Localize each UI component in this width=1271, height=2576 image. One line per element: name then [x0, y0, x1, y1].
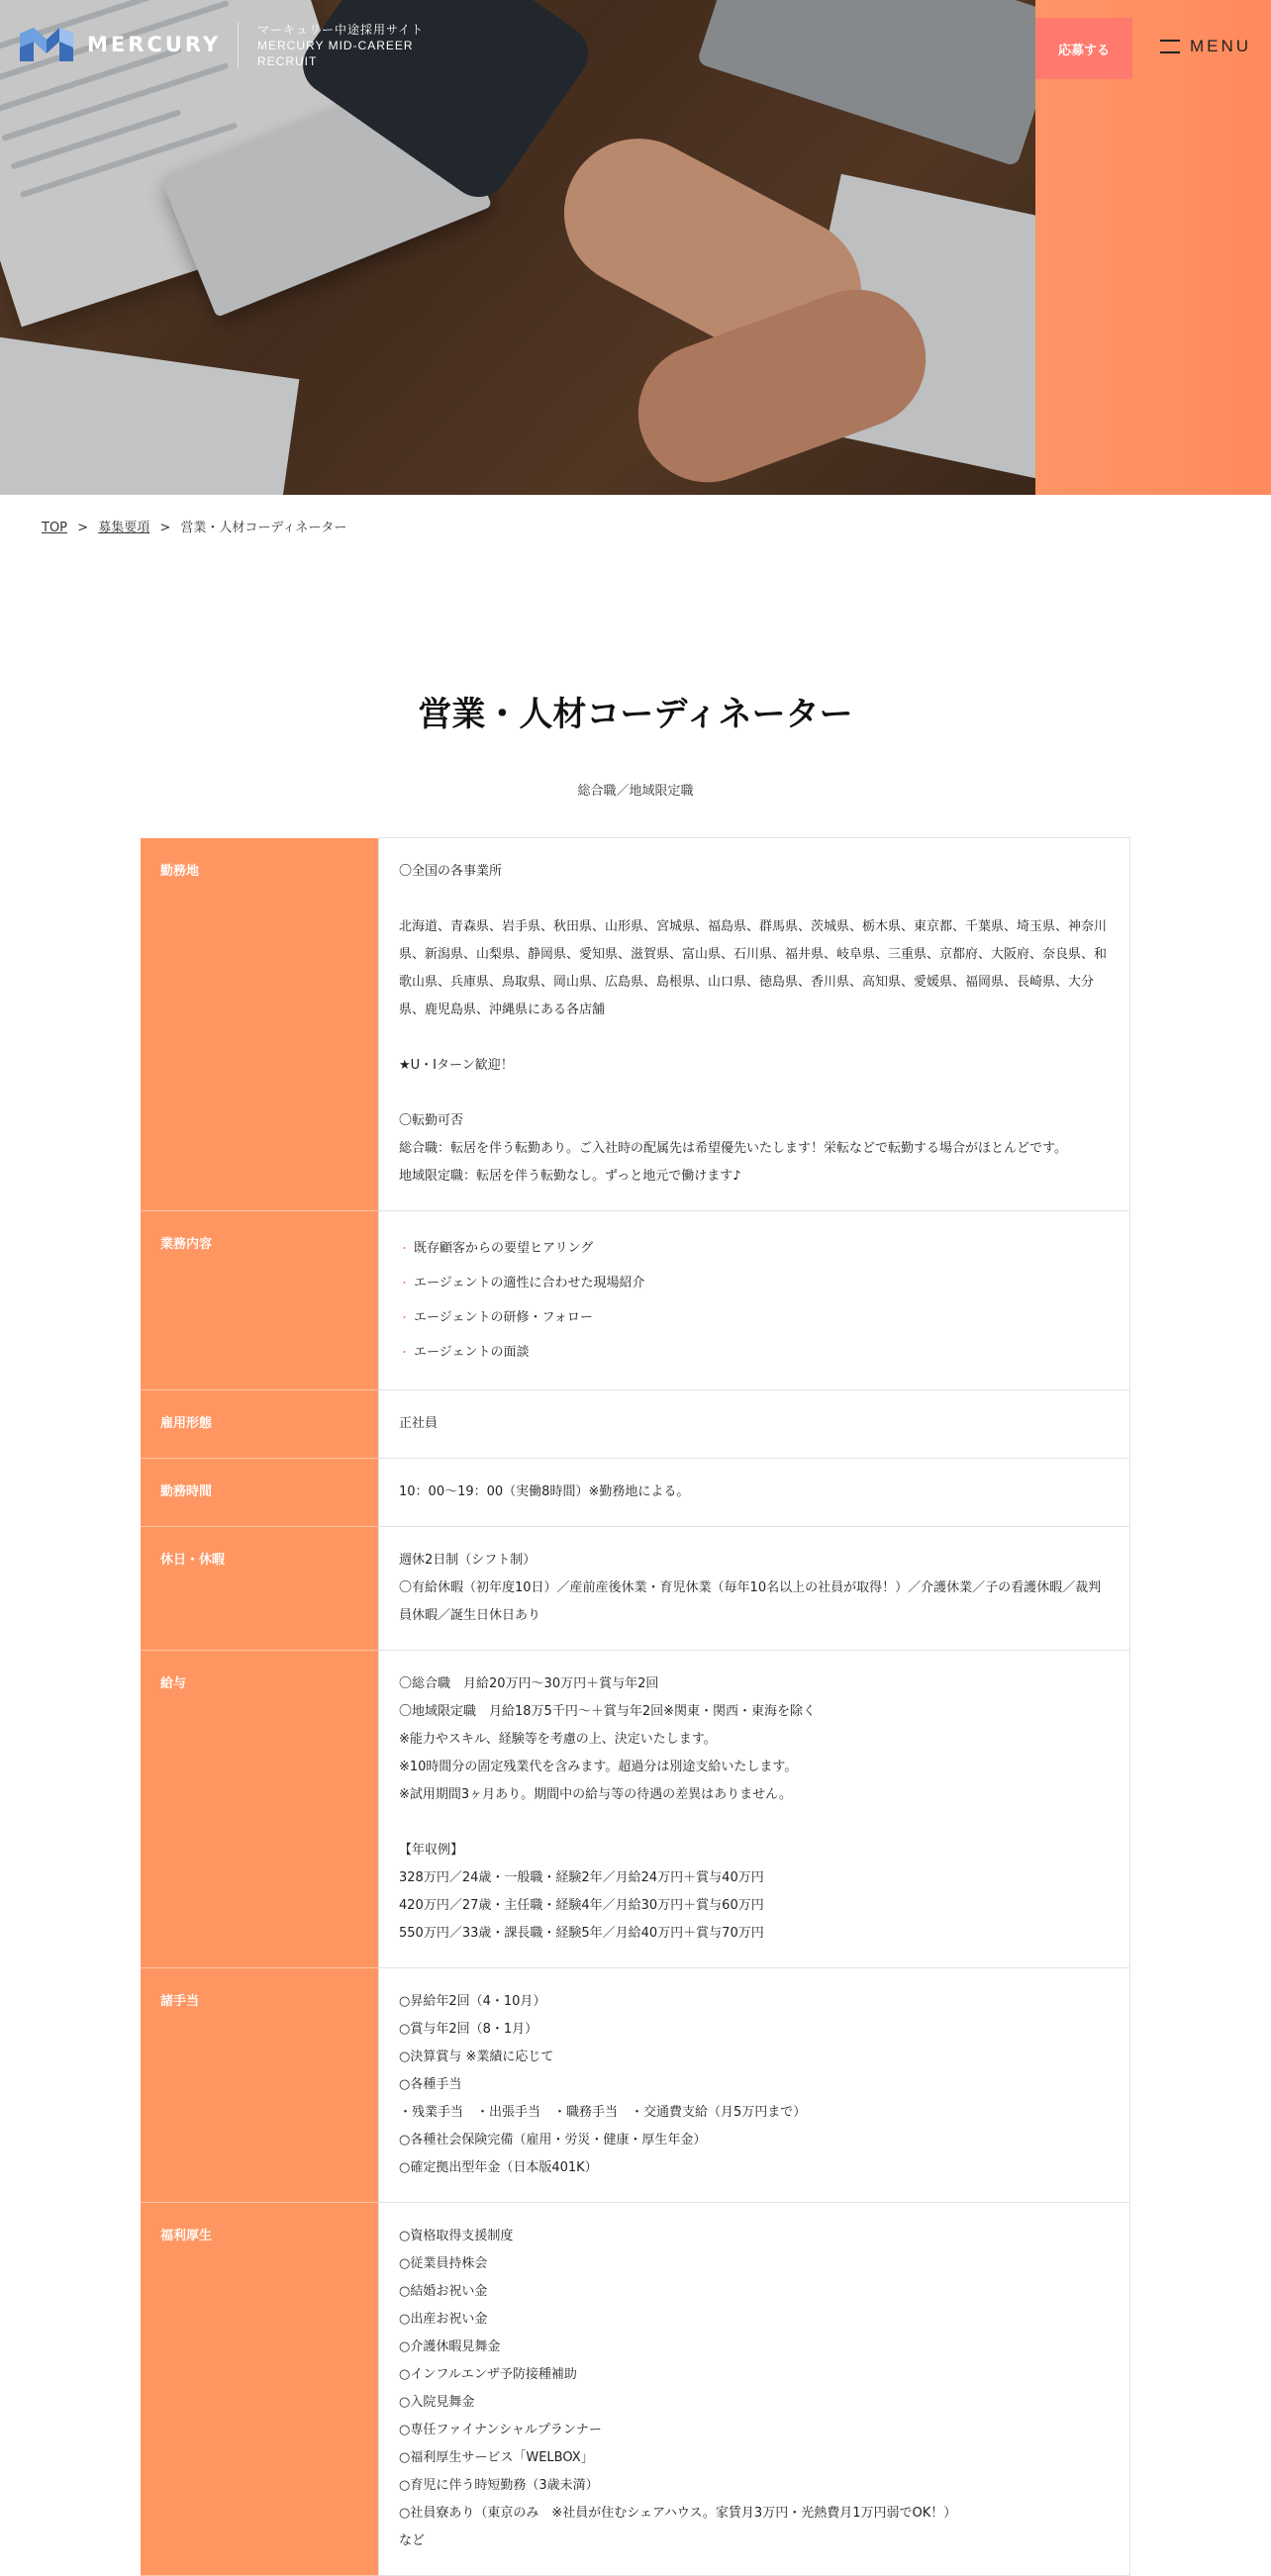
text-line: ○確定拠出型年金（日本版401K） [399, 2160, 598, 2175]
text-line: ※能力やスキル、経験等を考慮の上、決定いたします。 [399, 1732, 717, 1747]
list-item: ・ エージェントの適性に合わせた現場紹介 [399, 1266, 1110, 1300]
table-row [141, 1211, 1130, 1390]
site-subtitle-jp: マーキュリー中途採用サイト [257, 23, 425, 37]
text-line: ○昇給年2回（4・10月） [399, 1994, 546, 2009]
text-line: ○育児に伴う時短勤務（3歳未満） [399, 2478, 599, 2493]
text-line: 〇全国の各事業所 [399, 864, 503, 879]
text-line: 328万円／24歳・一般職・経験2年／月給24万円＋賞与40万円 [399, 1870, 764, 1885]
table-row [141, 2203, 1130, 2576]
text-line: 地域限定職：転居を伴う転勤なし。ずっと地元で働けます♪ [399, 1169, 741, 1184]
text-line: 週休2日制（シフト制） [399, 1553, 537, 1568]
menu-button[interactable] [1160, 32, 1251, 61]
site-subtitle-en1: MERCURY MID-CAREER [257, 39, 414, 52]
text-line: ・残業手当 ・出張手当 ・職務手当 ・交通費支給（月5万円まで） [399, 2105, 807, 2120]
text-line: ○各種社会保険完備（雇用・労災・健康・厚生年金） [399, 2133, 707, 2147]
row-label: 休日・休暇 [141, 1527, 379, 1651]
text-line: 総合職：転居を伴う転勤あり。ご入社時の配属先は希望優先いたします！栄転などで転勤する場合がほとんどです。 [399, 1141, 1067, 1156]
table-row [141, 1527, 1130, 1651]
row-value [379, 1968, 1130, 2203]
logo-divider [238, 22, 239, 69]
site-subtitle [257, 22, 424, 69]
row-label: 勤務地 [141, 838, 379, 1211]
text-line: ○福利厚生サービス「WELBOX」 [399, 2450, 594, 2465]
row-label: 福利厚生 [141, 2203, 379, 2576]
text-line: など [399, 2533, 426, 2548]
page-subtitle: 総合職／地域限定職 [577, 784, 694, 799]
text-line [399, 1809, 1110, 1837]
hamburger-icon [1160, 40, 1180, 53]
row-label: 給与 [141, 1651, 379, 1968]
text-line: ○社員寮あり（東京のみ ※社員が住むシェアハウス。家賃月3万円・光熱費月1万円弱でOK！） [399, 2506, 957, 2521]
site-subtitle-en2: RECRUIT [257, 54, 318, 68]
breadcrumb-current: 営業・人材コーディネーター [180, 521, 347, 535]
list-item: ・ エージェントの面談 [399, 1335, 1110, 1370]
logo-wordmark: MERCURY [87, 33, 222, 56]
breadcrumb-separator: > [159, 521, 171, 535]
mercury-logo-icon [20, 28, 73, 61]
row-value: 10：00～19：00（実働8時間）※勤務地による。 [379, 1459, 1130, 1527]
duties-list [399, 1231, 1110, 1370]
text-line: ※10時間分の固定残業代を含みます。超過分は別途支給いたします。 [399, 1760, 798, 1774]
row-value [379, 1211, 1130, 1390]
breadcrumb-top-link[interactable]: TOP [42, 521, 68, 535]
job-requirements-table [141, 837, 1130, 2576]
breadcrumb-recruit-link[interactable]: 募集要項 [98, 521, 150, 535]
breadcrumb-separator: > [77, 521, 89, 535]
apply-button[interactable]: 応募する [1035, 18, 1132, 79]
text-line: 〇総合職 月給20万円～30万円＋賞与年2回 [399, 1676, 659, 1691]
text-line [399, 1024, 1110, 1052]
page-title: 営業・人材コーディネーター [418, 695, 853, 734]
text-line: 420万円／27歳・主任職・経験4年／月給30万円＋賞与60万円 [399, 1898, 764, 1913]
text-line: ○決算賞与 ※業績に応じて [399, 2050, 554, 2064]
row-label: 勤務時間 [141, 1459, 379, 1527]
table-row [141, 1390, 1130, 1459]
text-line: ○資格取得支援制度 [399, 2229, 514, 2243]
table-row [141, 1459, 1130, 1527]
row-value [379, 1651, 1130, 1968]
row-value [379, 838, 1130, 1211]
site-logo[interactable] [20, 28, 221, 61]
text-line: 〇地域限定職 月給18万5千円～＋賞与年2回※関東・関西・東海を除く [399, 1704, 816, 1719]
breadcrumb [42, 517, 346, 535]
text-line: ○従業員持株会 [399, 2256, 488, 2271]
table-row [141, 1651, 1130, 1968]
text-line: ○インフルエンザ予防接種補助 [399, 2367, 577, 2382]
text-line: ○出産お祝い金 [399, 2312, 488, 2327]
text-line: ★U・Iターン歓迎！ [399, 1058, 514, 1073]
row-value [379, 1527, 1130, 1651]
text-line: ※試用期間3ヶ月あり。期間中の給与等の待遇の差異はありません。 [399, 1787, 792, 1802]
list-item: ・ 既存顧客からの要望ヒアリング [399, 1231, 1110, 1266]
text-line: ○結婚お祝い金 [399, 2284, 488, 2299]
text-line: ○各種手当 [399, 2077, 462, 2092]
row-value [379, 2203, 1130, 2576]
text-line: 〇転勤可否 [399, 1113, 464, 1128]
menu-label: MENU [1190, 37, 1252, 55]
text-line: ○介護休暇見舞金 [399, 2339, 501, 2354]
hero-photo-handshake [0, 0, 1035, 495]
text-line: 550万円／33歳・課長職・経験5年／月給40万円＋賞与70万円 [399, 1926, 764, 1941]
text-line [399, 886, 1110, 913]
text-line: 〇有給休暇（初年度10日）／産前産後休業・育児休業（毎年10名以上の社員が取得！）／介護休業／子の看護休暇／裁判員休暇／誕生日休日あり [399, 1580, 1102, 1623]
text-line: 北海道、青森県、岩手県、秋田県、山形県、宮城県、福島県、群馬県、茨城県、栃木県、東京都、千葉県、埼玉県、神奈川県、新潟県、山梨県、静岡県、愛知県、滋賀県、富山県、石川県、福井県、岐阜県、三重県、京都府、大阪府、奈良県、和歌山県、兵庫県、鳥取県、岡山県、広島県、島根県、山口県、徳島県、香川県、高知県、愛媛県、福岡県、長崎県、大分県、鹿児島県、沖縄県にある各店舗 [399, 919, 1108, 1017]
table-row [141, 838, 1130, 1211]
text-line: ○入院見舞金 [399, 2395, 475, 2410]
row-value: 正社員 [379, 1390, 1130, 1459]
row-label: 諸手当 [141, 1968, 379, 2203]
text-line: 【年収例】 [399, 1843, 464, 1858]
text-line: ○専任ファイナンシャルプランナー [399, 2423, 602, 2437]
text-line: ○賞与年2回（8・1月） [399, 2022, 538, 2037]
row-label: 雇用形態 [141, 1390, 379, 1459]
text-line [399, 1080, 1110, 1107]
list-item: ・ エージェントの研修・フォロー [399, 1300, 1110, 1335]
row-label: 業務内容 [141, 1211, 379, 1390]
table-row [141, 1968, 1130, 2203]
